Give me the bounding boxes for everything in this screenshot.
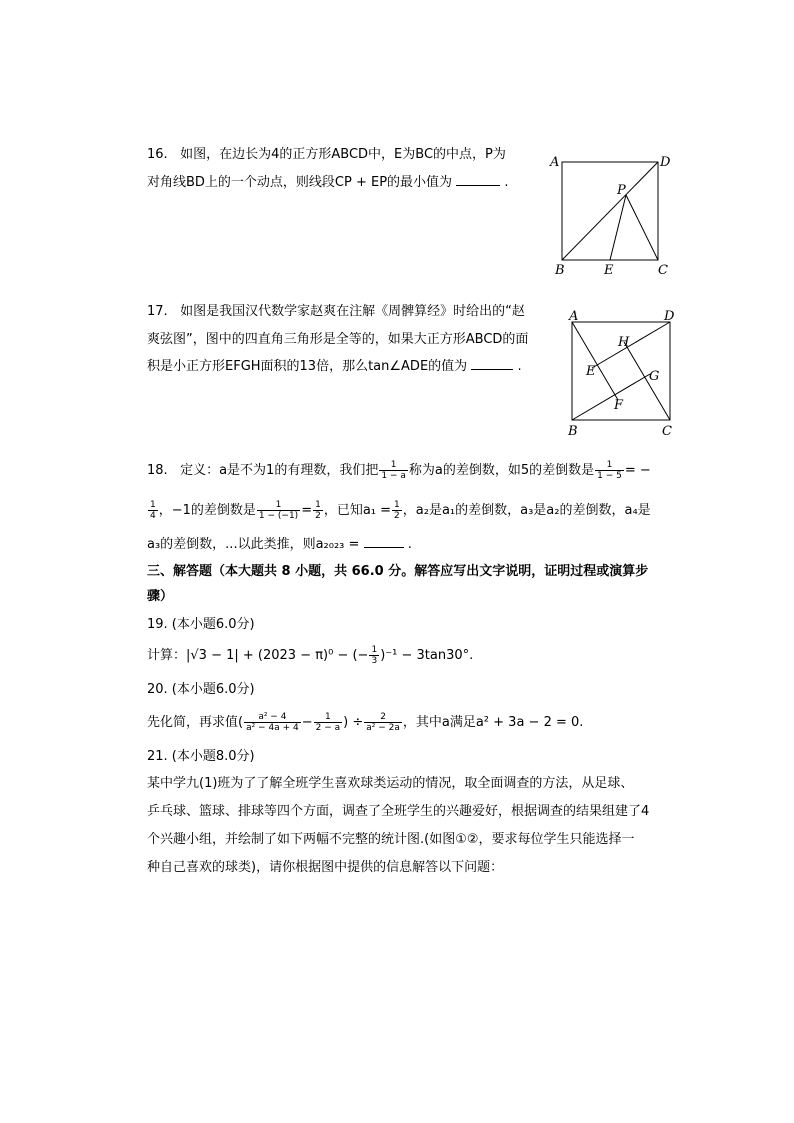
q16-number: 16. — [147, 147, 168, 162]
q19-expr-b: )⁻¹ − 3tan30°. — [380, 648, 474, 663]
label-d: D — [664, 309, 675, 324]
q18-line1 — [147, 460, 651, 481]
q20-expr-b: − — [301, 715, 313, 730]
answer-blank-17 — [471, 357, 513, 370]
q18-text-1c: = − — [624, 463, 651, 478]
q21-line3: 个兴趣小组，并绘制了如下两幅不完整的统计图.(如图①②，要求每位学生只能选择一 — [147, 832, 635, 847]
section-3-heading-cont: 骤） — [147, 589, 174, 604]
q17-line1 — [147, 302, 525, 322]
q21-line2: 乒乓球、篮球、排球等四个方面，调查了全班学生的兴趣爱好，根据调查的结果组建了4 — [147, 804, 650, 819]
fraction-1-over-4: $\frac{1}{4}$ — [150, 500, 156, 521]
q18-text-1b: 称为a的差倒数，如5的差倒数是 — [408, 463, 595, 478]
q18-number: 18. — [147, 463, 168, 478]
answer-blank-18 — [364, 535, 404, 548]
q18-text-2b: = — [301, 503, 313, 518]
label-g: G — [649, 369, 660, 384]
q16-text-1: 如图，在边长为4的正方形ABCD中，E为BC的中点，P为 — [180, 147, 506, 162]
line-de — [592, 322, 670, 368]
label-f: F — [614, 398, 624, 413]
fraction-a2-minus-4: $\frac{\text{a² − 4}}{\text{a² − 4a + 4}}$ — [246, 712, 299, 733]
q17-text-1: 如图是我国汉代数学家赵爽在注解《周髀算经》时给出的“赵 — [180, 304, 525, 319]
segment-cp — [626, 195, 658, 260]
q21-heading: 21. (本小题8.0分) — [147, 749, 255, 764]
fraction-1-over-2: $\frac{1}{2}$ — [315, 500, 321, 521]
q18-text-2a: ，−1的差倒数是 — [158, 503, 256, 518]
q17-text-2: 爽弦图”，图中的四直角三角形是全等的，如果大正方形ABCD的面 — [147, 332, 529, 347]
q20-expr-c: ) ÷ — [343, 715, 364, 730]
diagonal-bd — [562, 162, 658, 260]
q19-problem — [147, 645, 473, 666]
q19-heading: 19. (本小题6.0分) — [147, 617, 255, 632]
q17-line3 — [147, 357, 522, 377]
q19-expr-a: 计算：|√3 − 1| + (2023 − π)⁰ − (− — [147, 648, 369, 663]
q21-line1: 某中学九(1)班为了了解全班学生喜欢球类运动的情况，取全面调查的方法，从足球、 — [147, 776, 634, 791]
label-p: P — [617, 183, 626, 198]
q18-text-2d: ，a₂是a₁的差倒数，a₃是a₂的差倒数，a₄是 — [402, 503, 651, 518]
q18-line3 — [147, 535, 412, 555]
q20-expr-a: 先化简，再求值( — [147, 715, 244, 730]
q18-period: . — [407, 537, 412, 552]
label-a: A — [569, 309, 579, 324]
fraction-1-over-3: $\frac{1}{3}$ — [371, 645, 378, 666]
q20-expr-d: ，其中a满足a² + 3a − 2 = 0. — [402, 715, 584, 730]
label-e: E — [586, 364, 596, 379]
label-e: E — [604, 263, 614, 278]
fraction-1-over-2-minus-a: $\frac{1}{2 - a}$ — [315, 712, 341, 733]
q16-line1 — [147, 145, 506, 165]
q16-text-2: 对角线BD上的一个动点，则线段CP + EP的最小值为 — [147, 175, 453, 190]
q20-problem — [147, 712, 583, 733]
section-3-heading: 三、解答题（本大题共 8 小题，共 66.0 分。解答应写出文字说明，证明过程或演算步 — [147, 564, 649, 579]
q18-text-3a: a₃的差倒数，...以此类推，则a₂₀₂₃ = — [147, 537, 360, 552]
q17-text-3: 积是小正方形EFGH面积的13倍，那么tan∠ADE的值为 — [147, 359, 468, 374]
q18-line2 — [147, 500, 651, 521]
q18-text-1a: 定义：a是不为1的有理数，我们把 — [180, 463, 379, 478]
label-b: B — [568, 424, 578, 439]
fraction-1-over-1-minus-5: $\frac{1}{1 - 5}$ — [597, 460, 622, 481]
label-d: D — [660, 155, 671, 170]
line-bg — [572, 374, 650, 420]
label-c: C — [662, 424, 672, 439]
q17-line2 — [147, 330, 528, 350]
line-af — [572, 322, 618, 400]
label-b: B — [555, 263, 565, 278]
q18-text-2c: ，已知a₁ = — [323, 503, 392, 518]
fraction-1-over-1-minus-neg1: $\frac{1}{1 - (-1)}$ — [258, 500, 299, 521]
square-diagram-16 — [545, 150, 675, 280]
q17-period: . — [517, 359, 522, 374]
fraction-1-over-1-minus-a: $\frac{1}{1 - a}$ — [381, 460, 406, 481]
fraction-a1-value: $\frac{1}{2}$ — [394, 500, 400, 521]
q17-number: 17. — [147, 304, 168, 319]
answer-blank-16 — [456, 173, 500, 186]
fraction-2-over-a2-minus-2a: $\frac{2}{\text{a² − 2a}}$ — [366, 712, 400, 733]
q20-heading: 20. (本小题6.0分) — [147, 682, 255, 697]
label-h: H — [618, 335, 630, 350]
segment-ep — [610, 195, 626, 260]
q16-line2 — [147, 173, 508, 193]
label-c: C — [658, 263, 668, 278]
q21-line4: 种自己喜欢的球类)，请你根据图中提供的信息解答以下问题： — [147, 860, 504, 875]
line-ch — [624, 342, 670, 420]
label-a: A — [550, 155, 560, 170]
zhaoshuang-diagram-17 — [560, 305, 685, 440]
q16-period: . — [504, 175, 509, 190]
